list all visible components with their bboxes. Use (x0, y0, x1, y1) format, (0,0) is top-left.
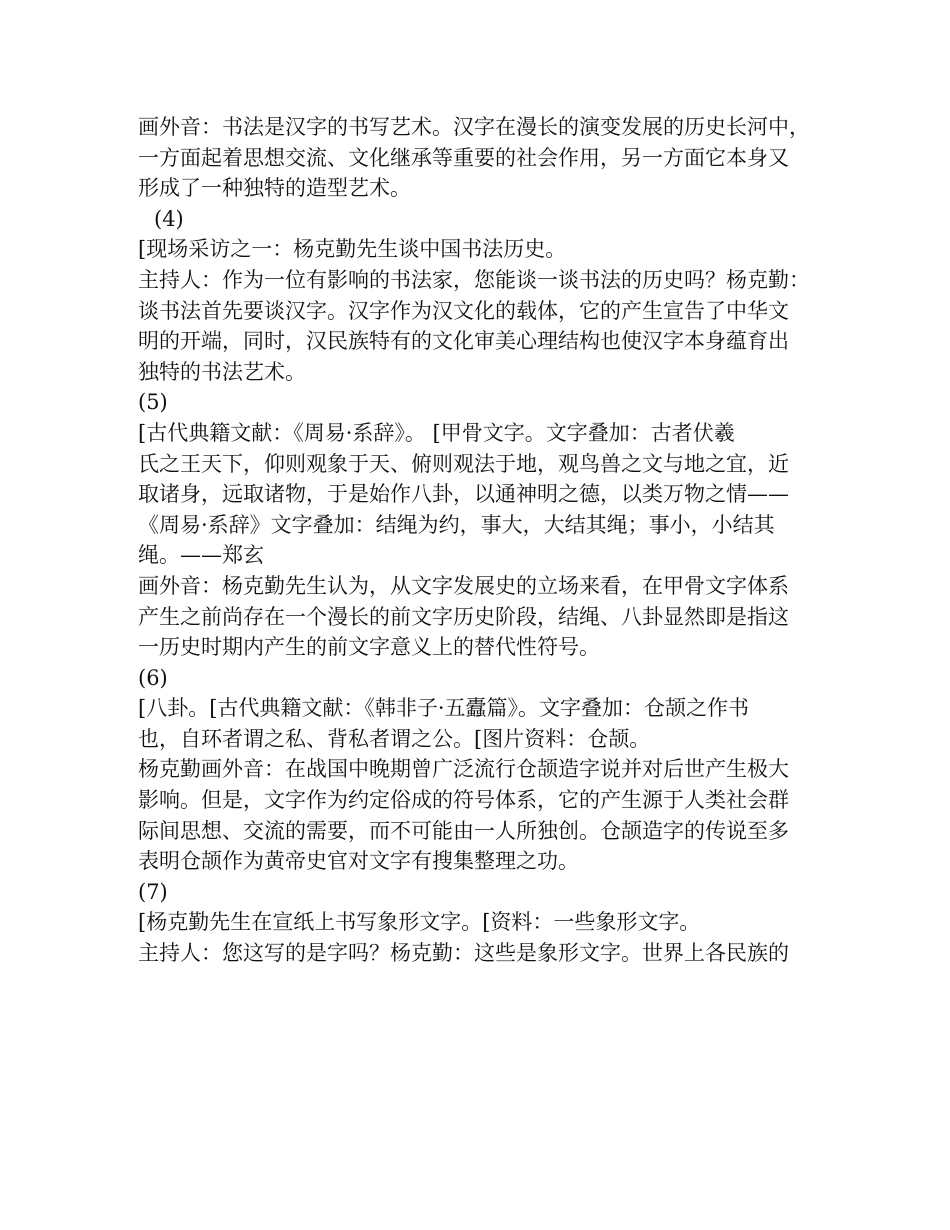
text-line: 产生之前尚存在一个漫长的前文字历史阶段，结绳、八卦显然即是指这 (138, 604, 789, 629)
text-line: 取诸身，远取诸物，于是始作八卦，以通神明之德，以类万物之情—— (138, 482, 789, 507)
text-line: 氏之王天下，仰则观象于天、俯则观法于地，观鸟兽之文与地之宜，近 (138, 451, 789, 476)
section-number: (5) (138, 390, 168, 415)
text-line: 际间思想、交流的需要，而不可能由一人所独创。仓颉造字的传说至多 (138, 818, 789, 843)
text-line: [八卦。[古代典籍文献：《韩非子·五蠹篇》。文字叠加：仓颉之作书 (138, 696, 750, 721)
text-line: 主持人：作为一位有影响的书法家，您能谈一谈书法的历史吗？杨克勤： (138, 267, 810, 292)
text-line: 画外音：书法是汉字的书写艺术。汉字在漫长的演变发展的历史长河中， (138, 115, 810, 139)
text-line: 主持人：您这写的是字吗？杨克勤：这些是象形文字。世界上各民族的 (138, 941, 789, 966)
text-line: 明的开端，同时，汉民族特有的文化审美心理结构也使汉字本身蕴育出 (138, 329, 789, 354)
text-line: 一方面起着思想交流、文化继承等重要的社会作用，另一方面它本身又 (138, 145, 789, 170)
text-line: 绳。——郑玄 (138, 543, 264, 568)
section-number: (7) (138, 879, 168, 904)
document-page (138, 112, 828, 969)
text-line: 谈书法首先要谈汉字。汉字作为汉文化的载体，它的产生宣告了中华文 (138, 298, 789, 323)
text-line: 一历史时期内产生的前文字意义上的替代性符号。 (138, 635, 600, 660)
text-line: 形成了一种独特的造型艺术。 (138, 176, 411, 201)
text-line: 表明仓颉作为黄帝史官对文字有搜集整理之功。 (138, 849, 579, 874)
text-line: [现场采访之一：杨克勤先生谈中国书法历史。 (138, 237, 567, 262)
text-line: 独特的书法艺术。 (138, 359, 306, 384)
section-number: (4) (154, 206, 184, 231)
text-line: 杨克勤画外音：在战国中晚期曾广泛流行仓颉造字说并对后世产生极大 (138, 757, 789, 782)
text-line: [古代典籍文献：《周易·系辞》。 [甲骨文字。文字叠加：古者伏羲 (138, 420, 735, 445)
text-line: [杨克勤先生在宣纸上书写象形文字。[资料：一些象形文字。 (138, 910, 701, 935)
text-line: 影响。但是，文字作为约定俗成的符号体系，它的产生源于人类社会群 (138, 788, 789, 813)
text-line: 也，自环者谓之私、背私者谓之公。[图片资料：仓颉。 (138, 726, 651, 751)
text-line: 画外音：杨克勤先生认为，从文字发展史的立场来看，在甲骨文字体系 (138, 573, 789, 598)
section-number: (6) (138, 665, 168, 690)
text-line: 《周易·系辞》文字叠加：结绳为约，事大，大结其绳；事小，小结其 (138, 512, 775, 537)
